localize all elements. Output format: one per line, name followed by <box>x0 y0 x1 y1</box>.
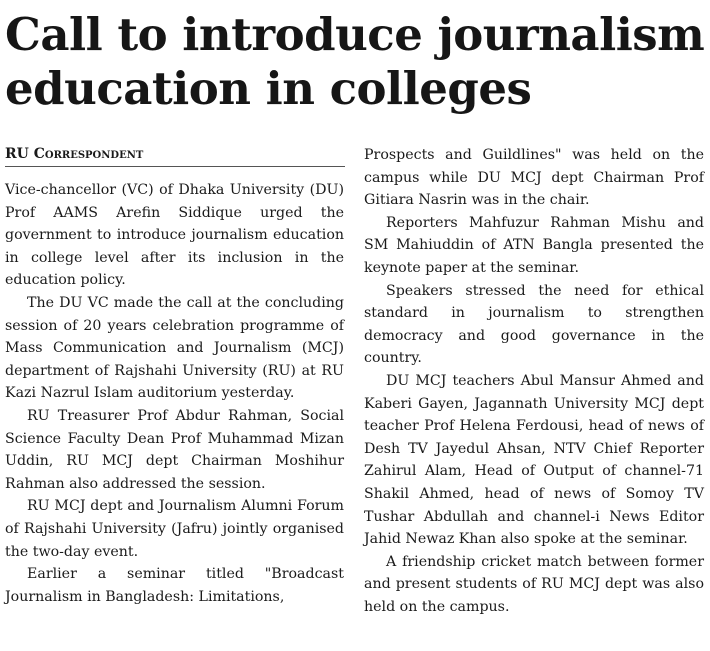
article-body-left-column <box>5 179 344 608</box>
body-paragraph: The DU VC made the call at the concluding session of 20 years celebration programme of Mass Communication and Journalism (MCJ) department of Rajshahi University (RU) at RU Kazi Nazrul Islam auditorium yesterday. <box>5 294 344 402</box>
body-paragraph: RU Treasurer Prof Abdur Rahman, Social Science Faculty Dean Prof Muhammad Mizan Uddin, RU MCJ dept Chairman Moshihur Rahman also addressed the session. <box>5 407 344 492</box>
body-paragraph: Prospects and Guildlines" was held on the campus while DU MCJ dept Chairman Prof Gitiara Nasrin was in the chair. <box>364 147 704 209</box>
body-paragraph: RU MCJ dept and Journalism Alumni Forum of Rajshahi University (Jafru) jointly organised the two-day event. <box>5 498 344 560</box>
body-paragraph: DU MCJ teachers Abul Mansur Ahmed and Kaberi Gayen, Jagannath University MCJ dept teacher Prof Helena Ferdousi, head of news of Desh TV Jayedul Ahsan, NTV Chief Reporter Zahirul Alam, Head of Output of channel-71 Shakil Ahmed, head of news of Somoy TV Tushar Abdullah and channel-i News Editor Jahid Newaz Khan also spoke at the seminar. <box>364 372 704 548</box>
body-paragraph: Earlier a seminar titled "Broadcast Journalism in Bangladesh: Limitations, <box>5 566 344 605</box>
article-headline: Call to introduce journalism education in colleges <box>5 8 705 115</box>
body-paragraph: Reporters Mahfuzur Rahman Mishu and SM Mahiuddin of ATN Bangla presented the keynote paper at the seminar. <box>364 214 704 276</box>
body-paragraph: A friendship cricket match between former and present students of RU MCJ dept was also held on the campus. <box>364 553 704 615</box>
body-paragraph: Speakers stressed the need for ethical standard in journalism to strengthen democracy and good governance in the country. <box>364 282 704 367</box>
article-body-right-column <box>364 144 704 618</box>
body-paragraph: Vice-chancellor (VC) of Dhaka University (DU) Prof AAMS Arefin Siddique urged the government to introduce journalism education in college level after its inclusion in the education policy. <box>5 182 344 289</box>
article-byline: RU Correspondent <box>5 146 345 167</box>
